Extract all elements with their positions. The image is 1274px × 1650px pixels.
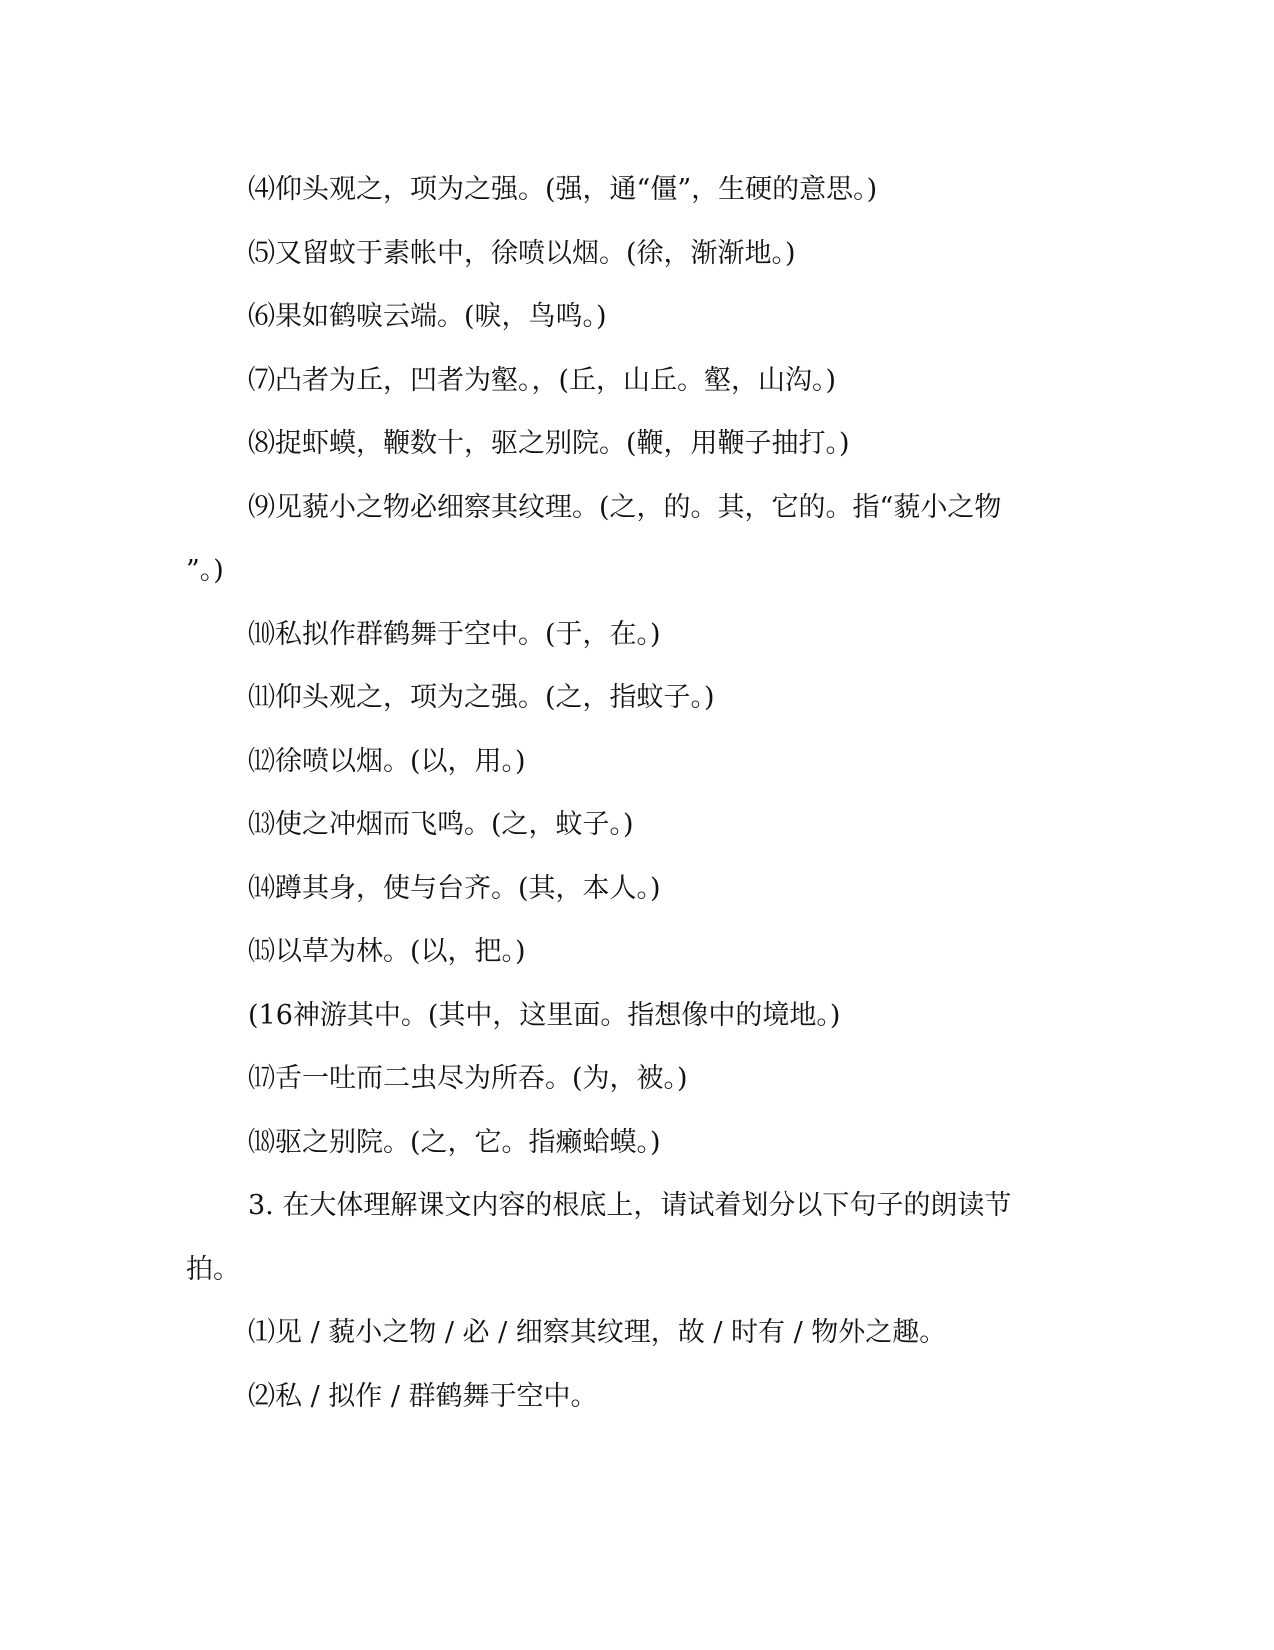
- note-item-4: ⑷仰头观之，项为之强。(强，通“僵”，生硬的意思。): [248, 174, 878, 205]
- note-item-6: ⑹果如鹤唳云端。(唳，鸟鸣。): [248, 301, 607, 332]
- note-item-13: ⒀使之冲烟而飞鸣。(之，蚊子。): [248, 809, 634, 840]
- question-3: 3. 在大体理解课文内容的根底上，请试着划分以下句子的朗读节: [248, 1190, 1012, 1221]
- note-item-9-continuation: ”。): [186, 555, 224, 586]
- note-item-8: ⑻捉虾蟆，鞭数十，驱之别院。(鞭，用鞭子抽打。): [248, 428, 850, 459]
- question-3-continuation: 拍。: [186, 1253, 240, 1285]
- note-item-9: ⑼见藐小之物必细察其纹理。(之，的。其，它的。指“藐小之物: [248, 491, 1002, 523]
- note-item-10: ⑽私拟作群鹤舞于空中。(于，在。): [248, 618, 661, 650]
- rhythm-item-1: ⑴见 / 藐小之物 / 必 / 细察其纹理，故 / 时有 / 物外之趣。: [248, 1317, 947, 1348]
- rhythm-item-2: ⑵私 / 拟作 / 群鹤舞于空中。: [248, 1380, 598, 1412]
- note-item-18: ⒅驱之别院。(之，它。指癞蛤蟆。): [248, 1126, 661, 1158]
- note-item-15: ⒂以草为林。(以，把。): [248, 936, 526, 967]
- note-item-12: ⑿徐喷以烟。(以，用。): [248, 745, 526, 777]
- note-item-17: ⒄舌一吐而二虫尽为所吞。(为，被。): [248, 1063, 688, 1094]
- note-item-11: ⑾仰头观之，项为之强。(之，指蚊子。): [248, 682, 715, 713]
- note-item-5: ⑸又留蚊于素帐中，徐喷以烟。(徐，渐渐地。): [248, 237, 796, 269]
- document-body: [186, 158, 1066, 1428]
- note-item-7: ⑺凸者为丘，凹者为壑。，(丘，山丘。壑，山沟。): [248, 364, 837, 396]
- note-item-16: (16神游其中。(其中，这里面。指想像中的境地。): [248, 999, 841, 1031]
- note-item-14: ⒁蹲其身，使与台齐。(其，本人。): [248, 872, 661, 904]
